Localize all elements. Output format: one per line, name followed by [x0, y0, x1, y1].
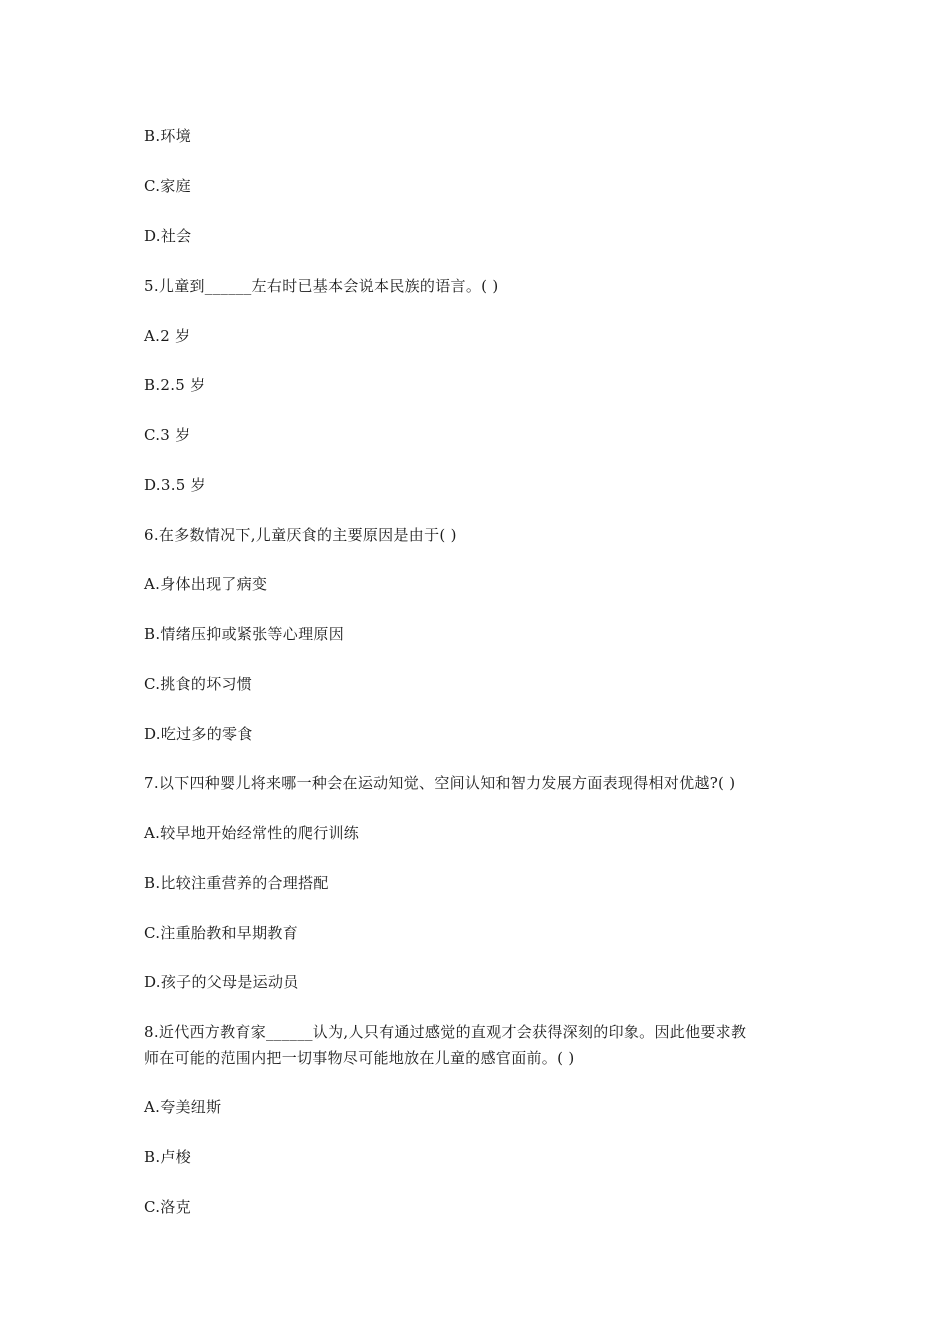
- option-q6-c: C.挑食的坏习惯: [144, 675, 253, 693]
- option-q8-b: B.卢梭: [144, 1148, 191, 1166]
- option-q7-c: C.注重胎教和早期教育: [144, 924, 299, 942]
- option-q7-d: D.孩子的父母是运动员: [144, 973, 299, 991]
- option-q5-d: D.3.5 岁: [144, 476, 206, 494]
- option-q4-c: C.家庭: [144, 177, 191, 195]
- option-q7-a: A.较早地开始经常性的爬行训练: [144, 824, 360, 842]
- question-6: 6.在多数情况下,儿童厌食的主要原因是由于( ): [144, 526, 457, 544]
- question-8-line-2: 师在可能的范围内把一切事物尽可能地放在儿童的感官面前。( ): [144, 1049, 575, 1067]
- option-q5-c: C.3 岁: [144, 426, 191, 444]
- option-q5-b: B.2.5 岁: [144, 376, 206, 394]
- question-7: 7.以下四种婴儿将来哪一种会在运动知觉、空间认知和智力发展方面表现得相对优越?( ): [144, 774, 736, 792]
- option-q5-a: A.2 岁: [144, 327, 191, 345]
- option-q6-a: A.身体出现了病变: [144, 575, 268, 593]
- option-q8-a: A.夸美纽斯: [144, 1098, 222, 1116]
- question-8-line-1: 8.近代西方教育家______认为,人只有通过感觉的直观才会获得深刻的印象。因此他要求教: [144, 1023, 747, 1041]
- option-q7-b: B.比较注重营养的合理搭配: [144, 874, 329, 892]
- question-5: 5.儿童到______左右时已基本会说本民族的语言。( ): [144, 277, 499, 295]
- option-q6-d: D.吃过多的零食: [144, 725, 253, 743]
- option-q4-b: B.环境: [144, 127, 191, 145]
- option-q4-d: D.社会: [144, 227, 192, 245]
- option-q6-b: B.情绪压抑或紧张等心理原因: [144, 625, 344, 643]
- option-q8-c: C.洛克: [144, 1198, 191, 1216]
